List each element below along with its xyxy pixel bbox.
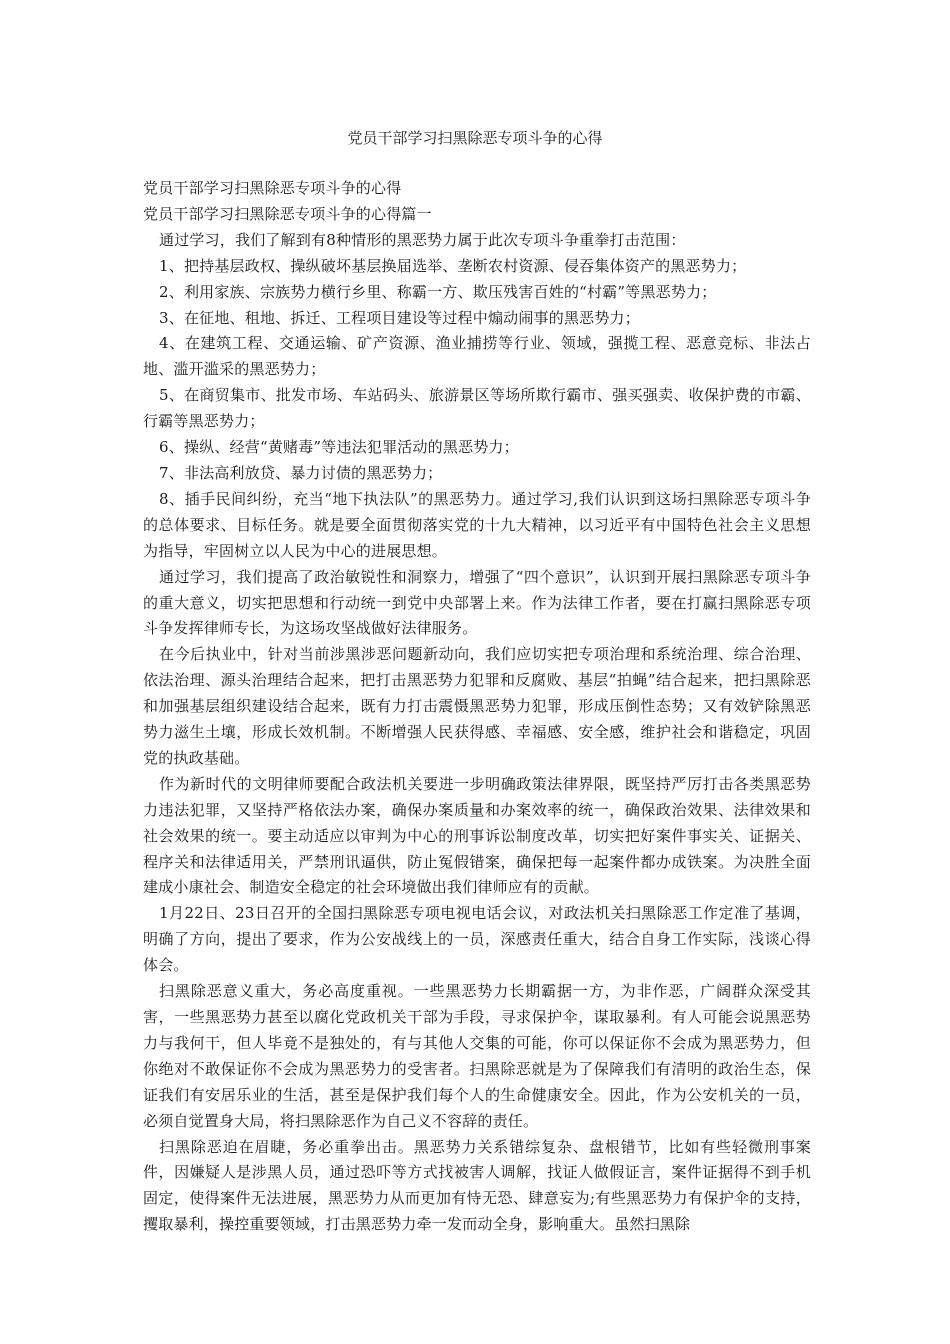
list-item: 7、非法高利放贷、暴力讨债的黑恶势力； xyxy=(159,463,443,482)
list-item: 4、在建筑工程、交通运输、矿产资源、渔业捕捞等行业、领域，强揽工程、恶意竞标、非法占地、滥开滥采的黑恶势力； xyxy=(143,334,811,379)
document-body xyxy=(143,176,811,1238)
list-item: 3、在征地、租地、拆迁、工程项目建设等过程中煽动闹事的黑恶势力； xyxy=(159,308,640,327)
list-item: 1、把持基层政权、操纵破坏基层换届选举、垄断农村资源、侵吞集体资产的黑恶势力； xyxy=(159,256,747,275)
list-item: 8、插手民间纠纷，充当“地下执法队”的黑恶势力。通过学习,我们认识到这场扫黑除恶专项斗争的总体要求、目标任务。就是要全面贯彻落实党的十九大精神，以习近平有中国特色社会主义思想为指导，牢固树立以人民为中心的进展思想。 xyxy=(143,489,811,560)
heading-1: 党员干部学习扫黑除恶专项斗争的心得 xyxy=(143,179,402,197)
list-item: 2、利用家族、宗族势力横行乡里、称霸一方、欺压残害百姓的“村霸”等黑恶势力； xyxy=(159,282,717,301)
list-item: 5、在商贸集市、批发市场、车站码头、旅游景区等场所欺行霸市、强买强卖、收保护费的市霸、行霸等黑恶势力； xyxy=(143,386,811,431)
paragraph: 通过学习，我们了解到有8种情形的黑恶势力属于此次专项斗争重拳打击范围： xyxy=(159,230,686,249)
paragraph: 通过学习，我们提高了政治敏锐性和洞察力，增强了“四个意识”，认识到开展扫黑除恶专项斗争的重大意义，切实把思想和行动统一到党中央部署上来。作为法律工作者，要在打赢扫黑除恶专项斗争发挥律师专长，为这场攻坚战做好法律服务。 xyxy=(143,567,811,638)
document-title: 党员干部学习扫黑除恶专项斗争的心得 xyxy=(347,129,603,147)
paragraph: 1月22日、23日召开的全国扫黑除恶专项电视电话会议，对政法机关扫黑除恶工作定准了基调，明确了方向，提出了要求，作为公安战线上的一员，深感责任重大，结合自身工作实际，浅谈心得体会。 xyxy=(143,904,811,975)
list-item: 6、操纵、经营“黄赌毒”等违法犯罪活动的黑恶势力； xyxy=(159,438,519,457)
paragraph: 扫黑除恶意义重大，务必高度重视。一些黑恶势力长期霸据一方，为非作恶，广阔群众深受其害，一些黑恶势力甚至以腐化党政机关干部为手段，寻求保护伞，谋取暴利。有人可能会说黑恶势力与我何干，但人毕竟不是独处的，有与其他人交集的可能，你可以保证你不会成为黑恶势力，但你绝对不敢保证你不会成为黑恶势力的受害者。扫黑除恶就是为了保障我们有清明的政治生态，保证我们有安居乐业的生活，甚至是保护我们每个人的生命健康安全。因此，作为公安机关的一员，必须自觉置身大局，将扫黑除恶作为自己义不容辞的责任。 xyxy=(143,982,811,1130)
heading-2: 党员干部学习扫黑除恶专项斗争的心得篇一 xyxy=(143,204,432,223)
paragraph: 扫黑除恶迫在眉睫，务必重拳出击。黑恶势力关系错综复杂、盘根错节，比如有些轻微刑事案件，因嫌疑人是涉黑人员，通过恐吓等方式找被害人调解，找证人做假证言，案件证据得不到手机固定，使得案件无法进展，黑恶势力从而更加有恃无恐、肆意妄为;有些黑恶势力有保护伞的支持，攫取暴利，操控重要领域，打击黑恶势力牵一发而动全身，影响重大。虽然扫黑除 xyxy=(143,1137,811,1234)
paragraph: 在今后执业中，针对当前涉黑涉恶问题新动向，我们应切实把专项治理和系统治理、综合治理、依法治理、源头治理结合起来，把打击黑恶势力犯罪和反腐败、基层“拍蝇”结合起来，把扫黑除恶和加强基层组织建设结合起来，既有力打击震慑黑恶势力犯罪，形成压倒性态势；又有效铲除黑恶势力滋生土壤，形成长效机制。不断增强人民获得感、幸福感、安全感，维护社会和谐稳定，巩固党的执政基础。 xyxy=(143,645,811,767)
paragraph: 作为新时代的文明律师要配合政法机关要进一步明确政策法律界限，既坚持严厉打击各类黑恶势力违法犯罪，又坚持严格依法办案，确保办案质量和办案效率的统一，确保政治效果、法律效果和社会效果的统一。要主动适应以审判为中心的刑事诉讼制度改革，切实把好案件事实关、证据关、程序关和法律适用关，严禁刑讯逼供，防止冤假错案，确保把每一起案件都办成铁案。为决胜全面建成小康社会、制造安全稳定的社会环境做出我们律师应有的贡献。 xyxy=(143,774,811,897)
